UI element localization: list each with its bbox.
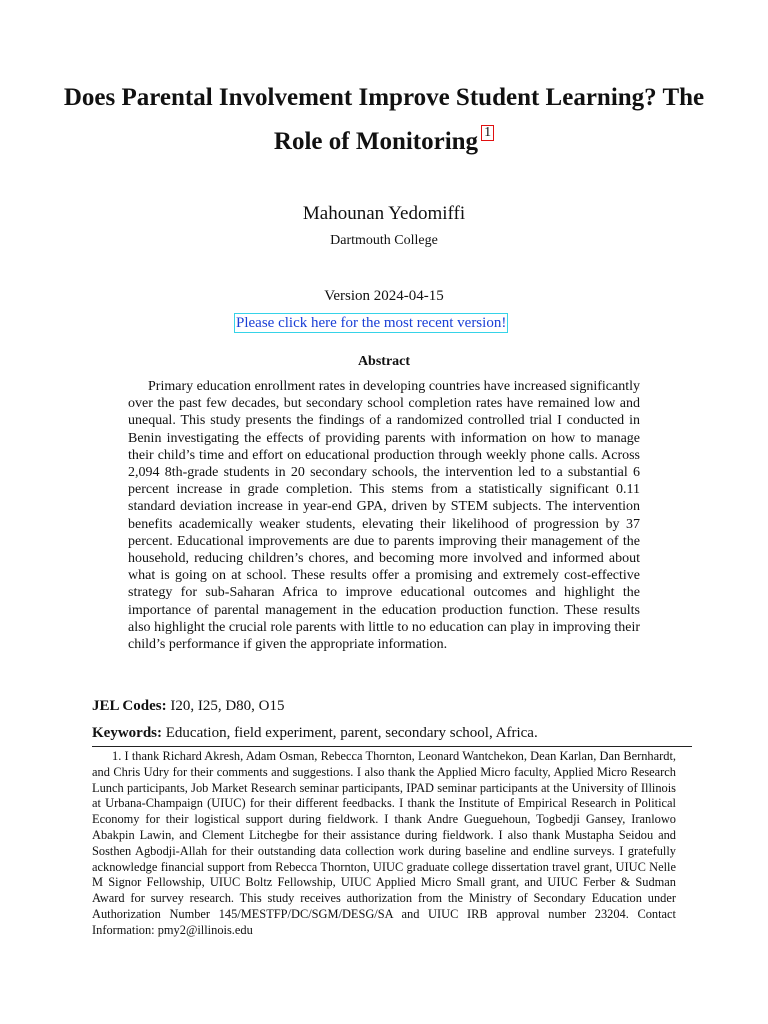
paper-title-text: Does Parental Involvement Improve Student Learning? The Role of Monitoring	[63, 84, 705, 155]
abstract-heading: Abstract	[357, 354, 411, 369]
abstract-body: Primary education enrollment rates in developing countries have increased significantly over the past few decades, but secondary school completion rates have remained low and unequal. This study presents the findings of a randomized controlled trial I conducted in Benin investigating the effects of providing parents with information on how to manage their child’s time and effort on educational production through weekly phone calls. Across 2,094 8th-grade students in 20 secondary schools, the intervention led to a substantial 6 percent increase in grade completion. This stems from a statistically significant 0.11 standard deviation increase in year-end GPA, driven by STEM subjects. The intervention benefits academically weaker students, elevating their likelihood of progression by 37 percent. Educational improvements are due to parents improving their management of the household, reducing children’s chores, and becoming more involved and informed about what is going on at school. These results offer a promising and extremely cost-effective strategy for sub-Saharan Africa to improve educational outcomes and highlight the importance of parental management in the education production function. These results also highlight the crucial role parents with little to no education can play in improving their child’s performance if given the appropriate information.	[128, 379, 640, 653]
jel-codes-label: JEL Codes:	[92, 698, 167, 714]
recent-version-link[interactable]: Please click here for the most recent version!	[236, 315, 507, 331]
keywords-label: Keywords:	[92, 725, 162, 741]
footnote-divider	[92, 746, 692, 747]
keywords-line	[92, 725, 692, 742]
version-date: Version 2024-04-15	[324, 288, 444, 304]
title-footnote-link[interactable]: 1	[481, 125, 494, 141]
jel-codes-line	[92, 698, 692, 715]
author-affiliation: Dartmouth College	[330, 233, 438, 248]
keywords-value: Education, field experiment, parent, secondary school, Africa.	[165, 725, 538, 741]
author-name: Mahounan Yedomiffi	[302, 203, 466, 224]
paper-title	[40, 76, 728, 164]
footnote-text: 1. I thank Richard Akresh, Adam Osman, Rebecca Thornton, Leonard Wantchekon, Dean Karlan, Dan Bernhardt, and Chris Udry for their comments and suggestions. I also thank the Applied Micro faculty, Applied Micro Research Lunch participants, Job Market Research seminar participants, IPAD seminar participants at the University of Illinois at Urbana-Champaign (UIUC) for their different feedbacks. I thank the Institute of Empirical Research in Political Economy for their logistical support during fieldwork. I thank Andre Gueguehoun, Togbedji Gansey, Iranlowo Abakpin Lawin, and Clement Litchegbe for their assistance during fieldwork. I also thank Mustapha Seidou and Sosthen Agbodji-Allah for their outstanding data collection work during baseline and endline surveys. I gratefully acknowledge financial support from Rebecca Thornton, UIUC graduate college dissertation travel grant, UIUC Nelle M Signor Fellowship, UIUC Boltz Fellowship, UIUC Applied Micro Small grant, and UIUC Ferber & Sudman Award for survey research. This study receives authorization from the Ministry of Secondary Education under Authorization Number 145/MESTFP/DC/SGM/DESG/SA and UIUC IRB approval number 23204. Contact Information: pmy2@illinois.edu	[92, 749, 676, 937]
jel-codes-value: I20, I25, D80, O15	[170, 698, 285, 714]
